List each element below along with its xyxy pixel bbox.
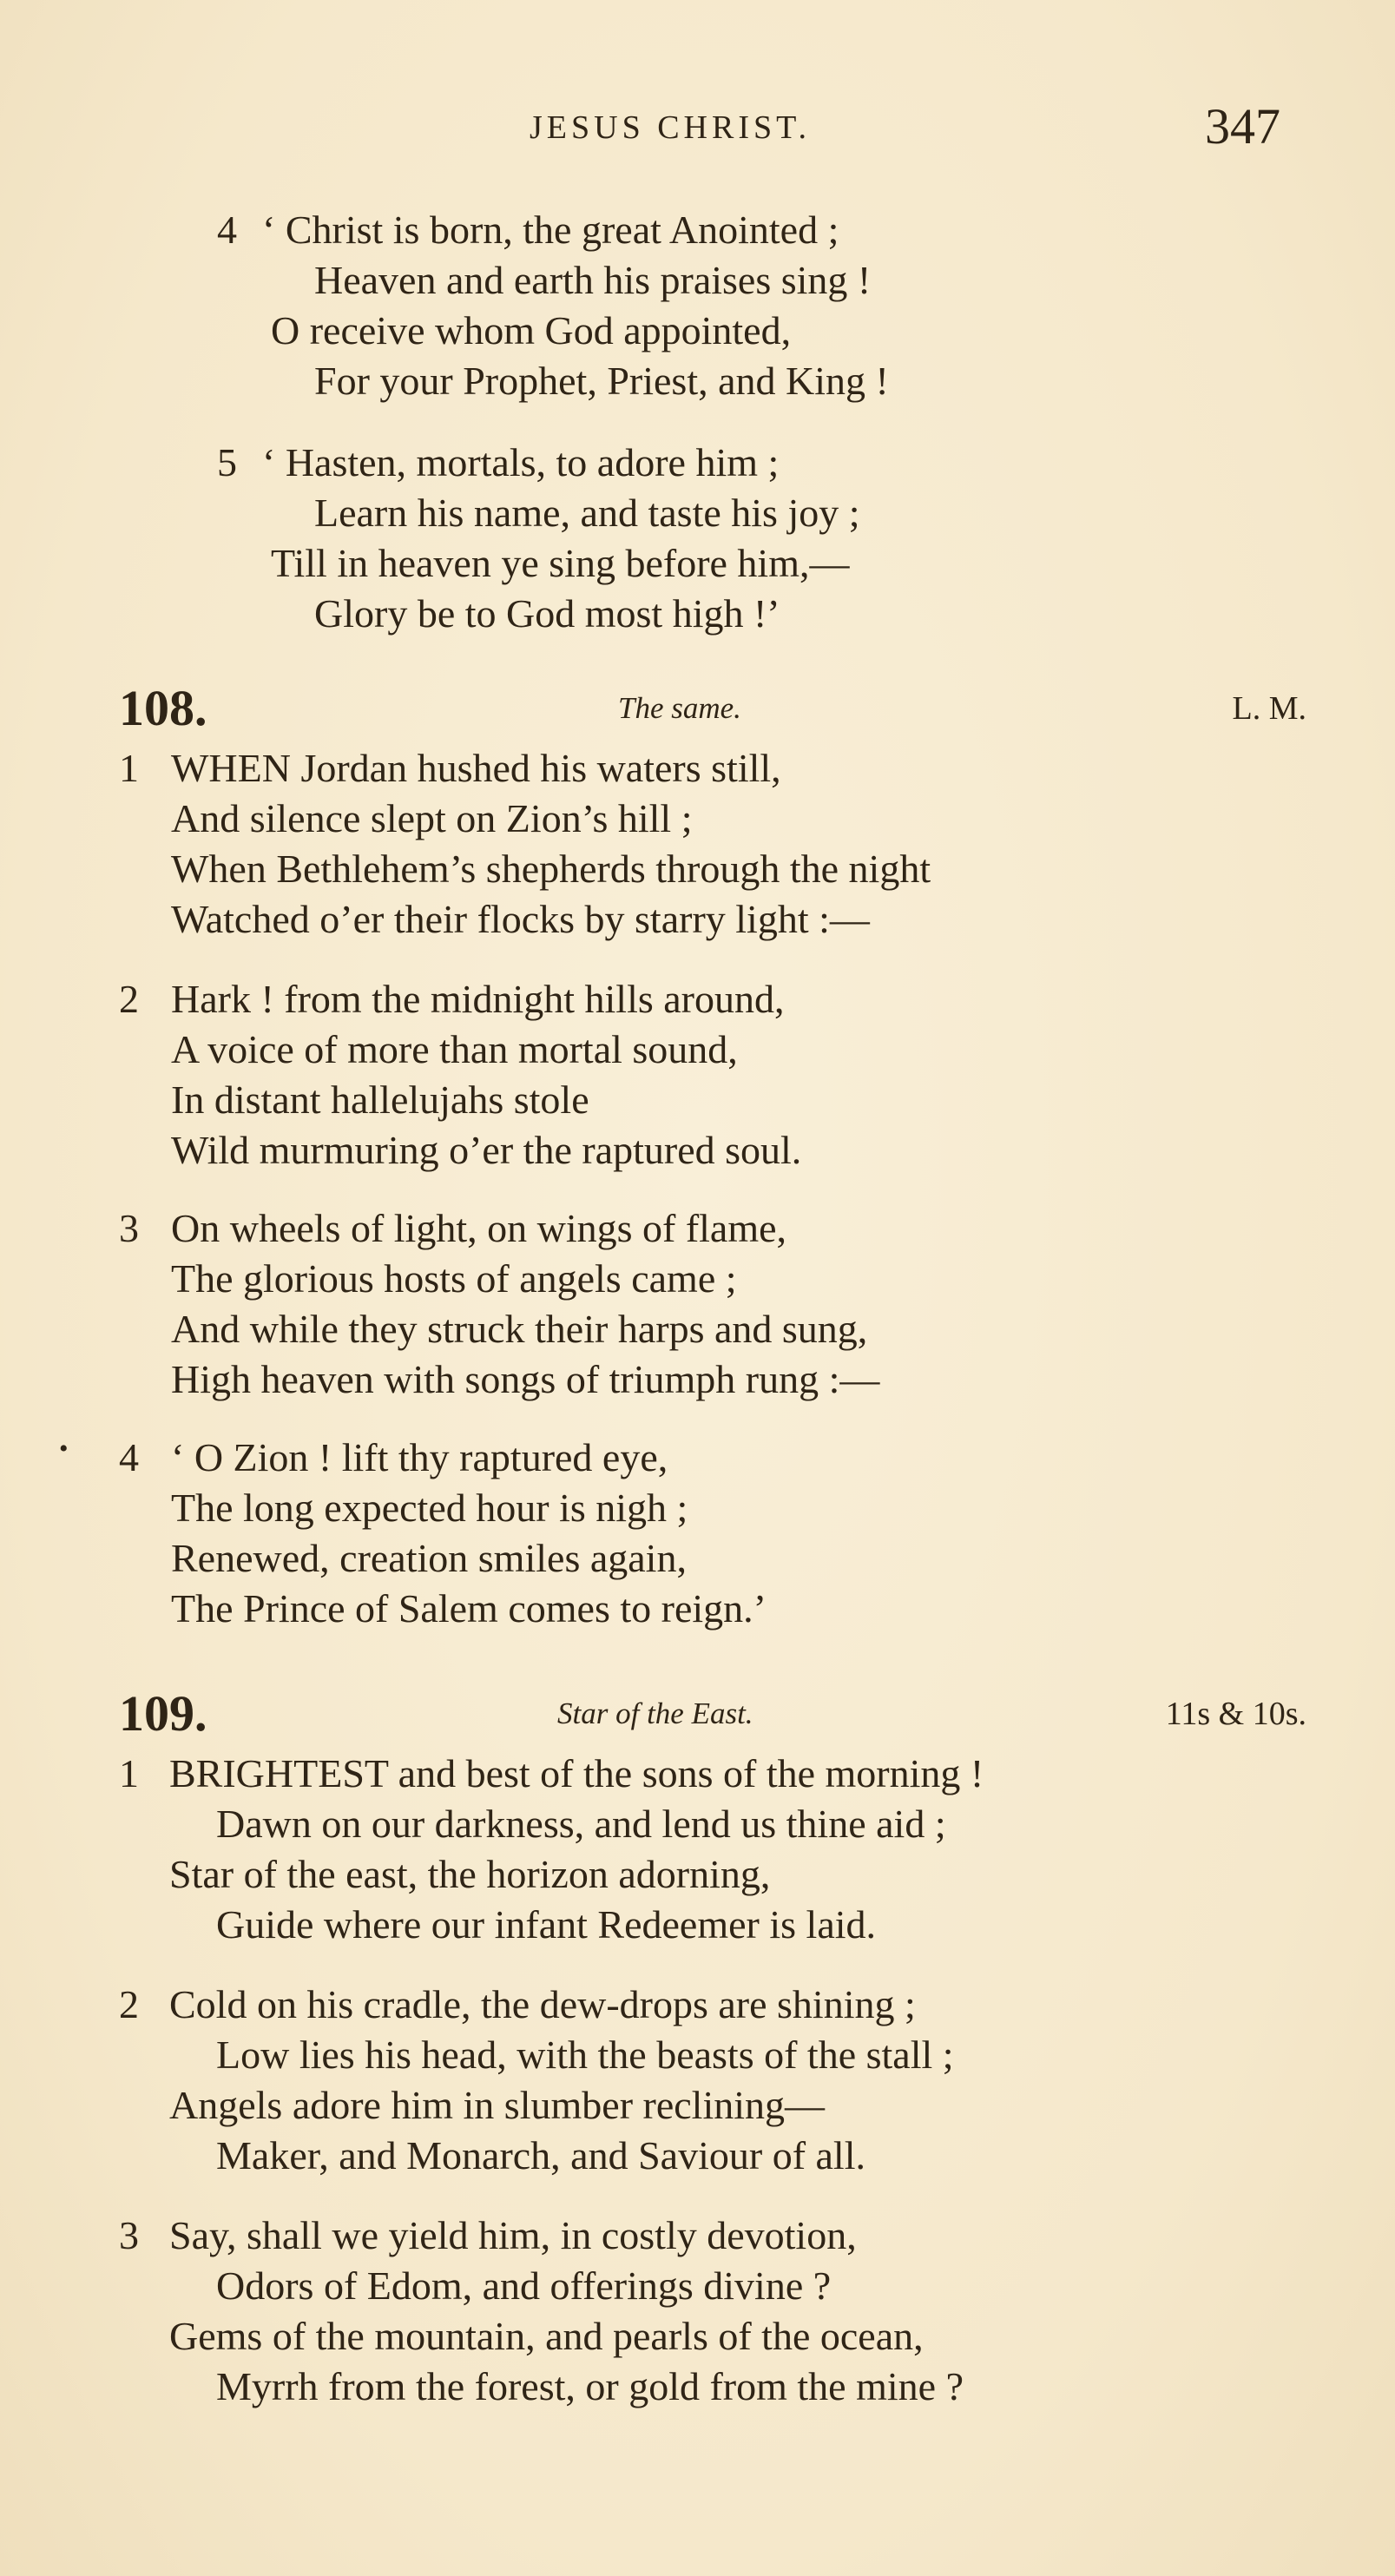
- verse-line: Myrrh from the forest, or gold from the mine ?: [216, 2364, 964, 2408]
- verse-line: And while they struck their harps and sung,: [171, 1307, 868, 1351]
- verse-line: On wheels of light, on wings of flame,: [171, 1206, 787, 1250]
- verse-number: 3: [119, 2213, 139, 2257]
- verse-number: 1: [119, 1751, 139, 1795]
- verse-number: 3: [119, 1206, 139, 1250]
- margin-mark: •: [59, 1434, 69, 1463]
- verse-line: Wild murmuring o’er the raptured soul.: [171, 1128, 802, 1172]
- verse-line: For your Prophet, Priest, and King !: [314, 359, 889, 403]
- verse-number: 4: [119, 1435, 139, 1479]
- verse-line: Glory be to God most high !’: [314, 591, 780, 636]
- verse-line: ‘ Christ is born, the great Anointed ;: [262, 208, 839, 252]
- verse-line: Watched o’er their flocks by starry light :—: [171, 897, 870, 941]
- verse-line: The glorious hosts of angels came ;: [171, 1256, 737, 1301]
- verse-line: Dawn on our darkness, and lend us thine aid ;: [216, 1802, 946, 1846]
- verse-number: 4: [217, 208, 237, 252]
- verse-number: 2: [119, 977, 139, 1021]
- verse-line: Heaven and earth his praises sing !: [314, 258, 872, 302]
- hymn-number: 109.: [119, 1685, 207, 1742]
- verse-line: Gems of the mountain, and pearls of the ocean,: [169, 2314, 924, 2358]
- verse-line: Hark ! from the midnight hills around,: [171, 977, 785, 1021]
- verse-line: High heaven with songs of triumph rung :—: [171, 1357, 880, 1401]
- verse-line: Renewed, creation smiles again,: [171, 1536, 687, 1580]
- hymn-title: Star of the East.: [557, 1696, 753, 1730]
- verse-line: Star of the east, the horizon adorning,: [169, 1852, 771, 1896]
- verse-line: ‘ O Zion ! lift thy raptured eye,: [171, 1435, 668, 1479]
- hymn-108-header: [119, 679, 1306, 736]
- verse-line: BRIGHTEST and best of the sons of the morning !: [169, 1751, 984, 1795]
- verse-number: 2: [119, 1982, 139, 2026]
- verse-line: Angels adore him in slumber reclining—: [169, 2083, 826, 2127]
- verse-number: 1: [119, 746, 139, 790]
- verse-line: O receive whom God appointed,: [271, 308, 792, 352]
- verse-line: Guide where our infant Redeemer is laid.: [216, 1902, 877, 1947]
- hymn-title: The same.: [618, 691, 741, 725]
- verse-line: The long expected hour is nigh ;: [171, 1486, 688, 1530]
- verse-line: Say, shall we yield him, in costly devotion,: [169, 2213, 857, 2257]
- verse-line: Odors of Edom, and offerings divine ?: [216, 2263, 832, 2308]
- verse-number: 5: [217, 440, 237, 484]
- hymn-109-header: [119, 1684, 1306, 1742]
- verse-line: When Bethlehem’s shepherds through the night: [171, 847, 931, 891]
- hymn-meter: L. M.: [1232, 690, 1306, 727]
- verse-line: Till in heaven ye sing before him,—: [271, 541, 850, 585]
- verse-line: Cold on his cradle, the dew-drops are shining ;: [169, 1982, 916, 2026]
- verse-line: A voice of more than mortal sound,: [171, 1027, 738, 1071]
- verse-line: And silence slept on Zion’s hill ;: [171, 796, 693, 840]
- verse-line: The Prince of Salem comes to reign.’: [171, 1586, 767, 1631]
- verse-line: In distant hallelujahs stole: [171, 1077, 589, 1122]
- verse-line: WHEN Jordan hushed his waters still,: [171, 746, 781, 790]
- verse-line: ‘ Hasten, mortals, to adore him ;: [262, 440, 780, 484]
- hymn-number: 108.: [119, 680, 207, 736]
- verse-line: Low lies his head, with the beasts of the stall ;: [216, 2032, 954, 2077]
- running-head: JESUS CHRIST.: [530, 109, 812, 146]
- page-number: 347: [1205, 98, 1280, 155]
- verse-line: Maker, and Monarch, and Saviour of all.: [216, 2133, 865, 2177]
- hymn-meter: 11s & 10s.: [1165, 1696, 1306, 1732]
- verse-line: Learn his name, and taste his joy ;: [314, 491, 860, 535]
